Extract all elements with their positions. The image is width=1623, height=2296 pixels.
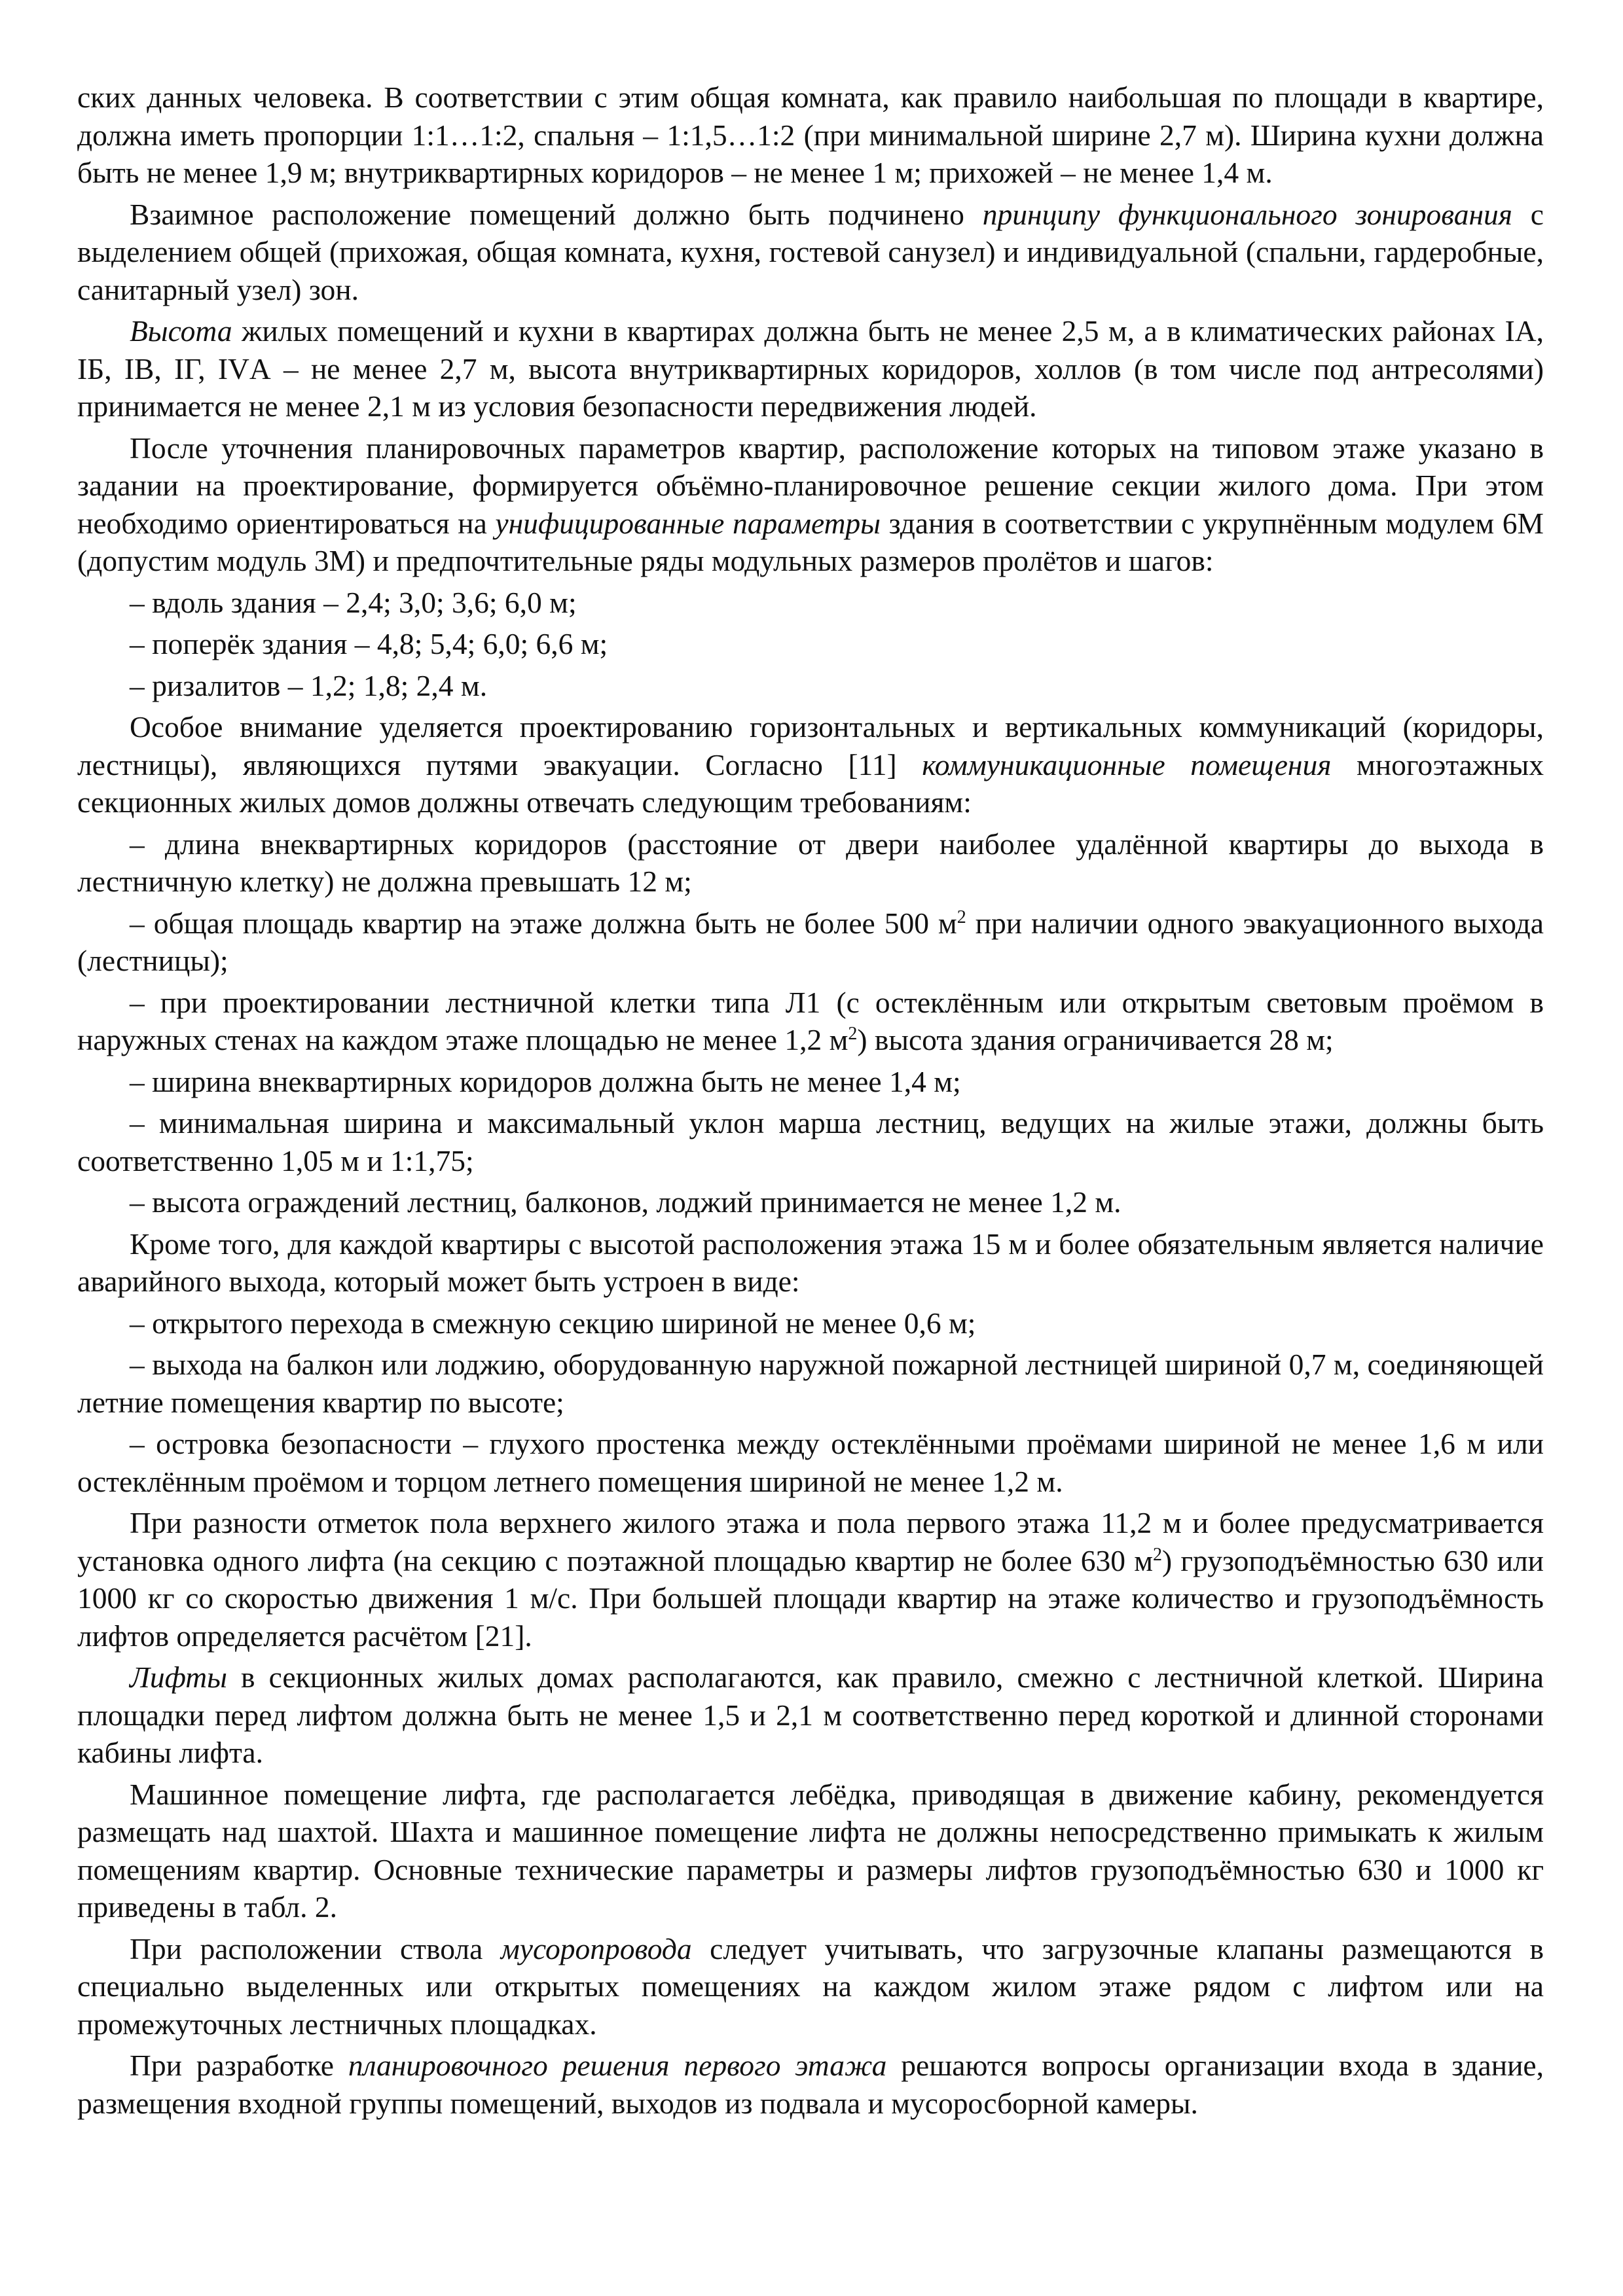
list-item: – ризалитов – 1,2; 1,8; 2,4 м. xyxy=(130,668,488,702)
document-page xyxy=(77,79,1544,2122)
list-item: – вдоль здания – 2,4; 3,0; 3,6; 6,0 м; xyxy=(130,585,577,619)
paragraph-2: Взаимное расположение помещений должно быть подчинено принципу функционального зонирования с выделением общей (прихожая, общая комната, кухня, гостевой санузел) и индивидуальной (спальни, гардеробные, санитарный узел) зон. xyxy=(77,197,1544,306)
paragraph-21: Машинное помещение лифта, где располагается лебёдка, приводящая в движение кабину, рекомендуется размещать над шахтой. Шахта и машинное помещение лифта не должны непосредственно примыкать к жилым помещениям квартир. Основные технические параметры и размеры лифтов грузоподъёмностью 630 и 1000 кг приведены в табл. 2. xyxy=(77,1777,1544,1924)
list-item: – поперёк здания – 4,8; 5,4; 6,0; 6,6 м; xyxy=(130,627,608,660)
list-item: – островка безопасности – глухого простенка между остеклёнными проёмами шириной не менее 1,6 м или остеклённым проёмом и торцом летнего помещения шириной не менее 1,2 м. xyxy=(77,1427,1544,1498)
paragraph-22: При расположении ствола мусоропровода следует учитывать, что загрузочные клапаны размещаются в специально выделенных или открытых помещениях на каждом жилом этаже рядом с лифтом или на промежуточных лестничных площадках. xyxy=(77,1931,1544,2041)
list-item: – открытого перехода в смежную секцию шириной не менее 0,6 м; xyxy=(130,1306,976,1340)
list-item: – длина внеквартирных коридоров (расстояние от двери наиболее удалённой квартиры до выхода в лестничную клетку) не должна превышать 12 м; xyxy=(77,827,1544,898)
list-item: – ширина внеквартирных коридоров должна быть не менее 1,4 м; xyxy=(130,1064,961,1098)
paragraph-20: Лифты в секционных жилых домах располагаются, как правило, смежно с лестничной клеткой. Ширина площадки перед лифтом должна быть не менее 1,5 и 2,1 м соответственно перед короткой и длинной сторонами кабины лифта. xyxy=(77,1660,1544,1769)
paragraph-19: При разности отметок пола верхнего жилого этажа и пола первого этажа 11,2 м и более предусматривается установка одного лифта (на секцию с поэтажной площадью квартир не более 630 $м^2$) грузоподъёмностью 630 или 1000 кг со скоростью движения 1 м/с. При большей площади квартир на этаже количество и грузоподъёмность лифтов определяется расчётом [21]. xyxy=(77,1506,1544,1653)
list-item: – выхода на балкон или лоджию, оборудованную наружной пожарной лестницей шириной 0,7 м, соединяющей летние помещения квартир по высоте; xyxy=(77,1348,1544,1419)
paragraph-23: При разработке планировочного решения первого этажа решаются вопросы организации входа в здание, размещения входной группы помещений, выходов из подвала и мусоросборной камеры. xyxy=(77,2049,1544,2120)
list-item: – при проектировании лестничной клетки типа Л1 (с остеклённым или открытым световым проёмом в наружных стенах на каждом этаже площадью не менее 1,2 $м^2$) высота здания ограничивается 28 м; xyxy=(77,985,1544,1056)
paragraph-15: Кроме того, для каждой квартиры с высотой расположения этажа 15 м и более обязательным является наличие аварийного выхода, который может быть устроен в виде: xyxy=(77,1227,1544,1298)
paragraph-4: После уточнения планировочных параметров квартир, расположение которых на типовом этаже указано в задании на проектирование, формируется объёмно-планировочное решение секции жилого дома. При этом необходимо ориентироваться на унифицированные параметры здания в соответствии с укрупнённым модулем 6М (допустим модуль 3М) и предпочтительные ряды модульных размеров пролётов и шагов: xyxy=(77,431,1544,577)
paragraph-3: Высота жилых помещений и кухни в квартирах должна быть не менее 2,5 м, а в климатических районах IА, IБ, IВ, IГ, IVА – не менее 2,7 м, высота внутриквартирных коридоров, холлов (в том числе под антресолями) принимается не менее 2,1 м из условия безопасности передвижения людей. xyxy=(77,314,1544,423)
list-item: – минимальная ширина и максимальный уклон марша лестниц, ведущих на жилые этажи, должны быть соответственно 1,05 м и 1:1,75; xyxy=(77,1106,1544,1177)
paragraph-1: ских данных человека. В соответствии с этим общая комната, как правило наибольшая по площади в квартире, должна иметь пропорции 1:1…1:2, спальня – 1:1,5…1:2 (при минимальной ширине 2,7 м). Ширина кухни должна быть не менее 1,9 м; внутриквартирных коридоров – не менее 1 м; прихожей – не менее 1,4 м. xyxy=(77,81,1544,189)
paragraph-8: Особое внимание уделяется проектированию горизонтальных и вертикальных коммуникаций (коридоры, лестницы), являющихся путями эвакуации. Согласно [11] коммуникационные помещения многоэтажных секционных жилых домов должны отвечать следующим требованиям: xyxy=(77,710,1544,819)
list-item: – высота ограждений лестниц, балконов, лоджий принимается не менее 1,2 м. xyxy=(130,1185,1122,1219)
list-item: – общая площадь квартир на этаже должна быть не более 500 $м^2$ при наличии одного эвакуационного выхода (лестницы); xyxy=(77,906,1544,977)
